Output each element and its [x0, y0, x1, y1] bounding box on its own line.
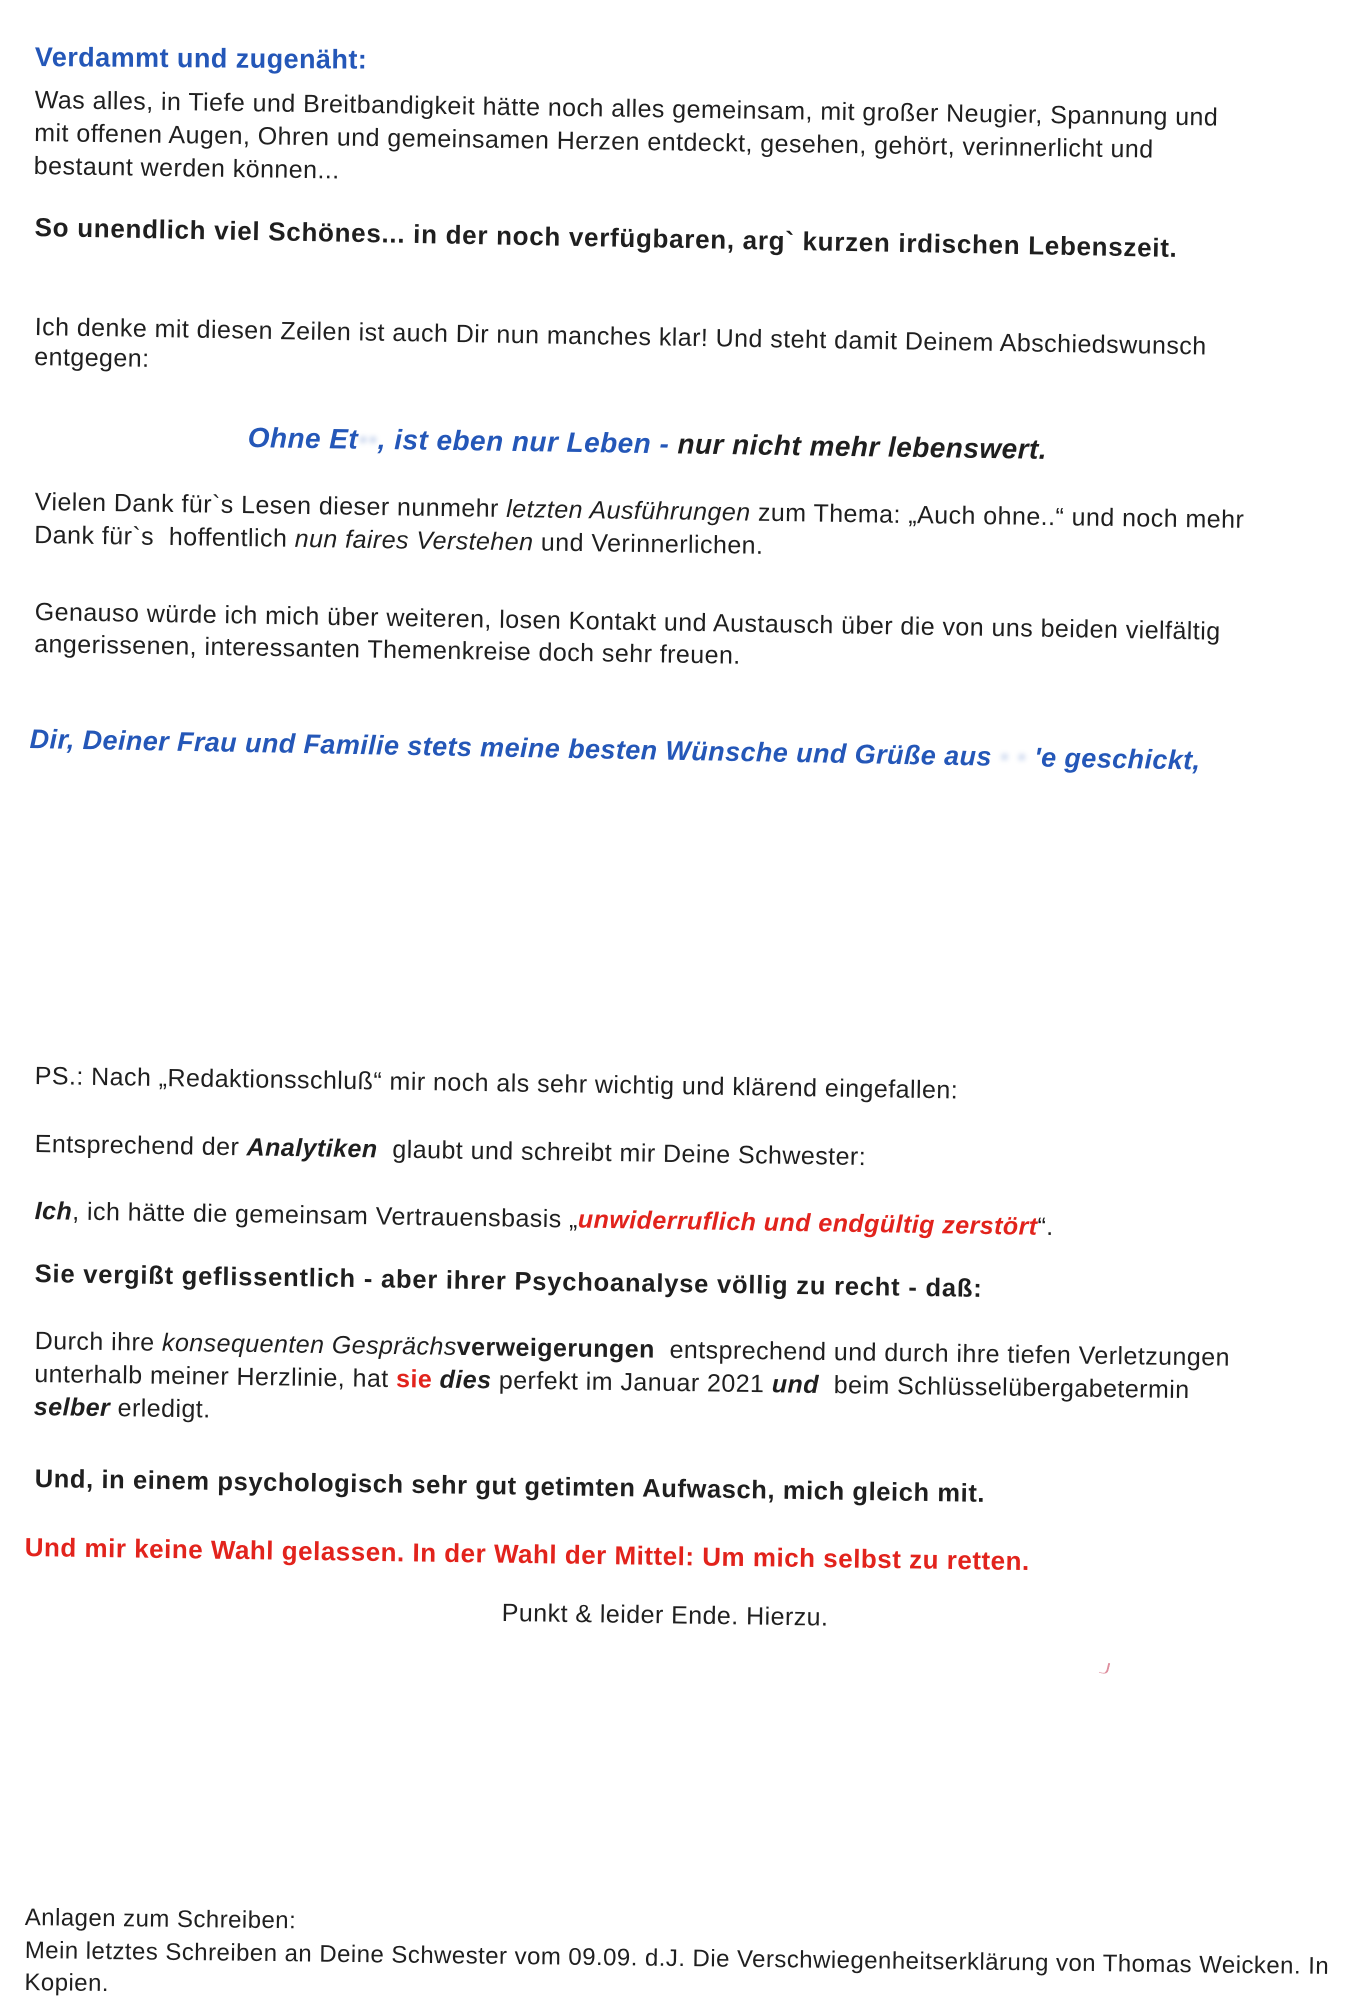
text-segment: Sie vergißt geflissentlich - aber ihrer Psychoanalyse völlig zu recht - daß: — [34, 1259, 983, 1303]
text-segment: dies — [439, 1365, 492, 1395]
text-segment: verweigerungen — [456, 1332, 655, 1364]
text-segment: letzten Ausführungen — [506, 494, 751, 527]
text-segment: Entsprechend der — [34, 1129, 247, 1162]
text-segment: , ich hätte die gemeinsam Vertrauensbasis „ — [72, 1197, 579, 1234]
para-durch-ihre — [34, 1325, 1357, 1442]
para-entsprechend — [34, 1128, 866, 1174]
text-segment: · · — [999, 741, 1027, 773]
line-gruesse — [29, 722, 1200, 779]
text-segment: perfekt im Januar 2021 — [491, 1366, 773, 1399]
text-segment: PS.: Nach „Redaktionsschluß“ mir noch als sehr wichtig und klärend eingefallen: — [34, 1061, 959, 1105]
para-ps — [34, 1060, 958, 1108]
text-segment: beim Schlüsselübergabetermin — [818, 1370, 1190, 1405]
text-segment: sie — [395, 1365, 433, 1394]
para-anlagen-text — [24, 1935, 1363, 2015]
text-segment: , ist eben nur Leben - — [377, 423, 678, 460]
text-segment: “. — [1037, 1212, 1054, 1242]
text-segment: Anlagen zum Schreiben: — [24, 1903, 297, 1935]
text-segment: 'e geschickt, — [1026, 742, 1201, 776]
text-segment: Ohne Et — [247, 421, 359, 455]
para-vertrauensbasis — [34, 1195, 1053, 1244]
text-segment: Dir, Deiner Frau und Familie stets meine besten Wünsche und Grüße aus — [29, 723, 1001, 772]
para-ich-denke — [34, 312, 1355, 394]
text-segment: konsequenten Gesprächs — [161, 1328, 457, 1361]
line-ohne-motto — [247, 420, 1047, 469]
text-segment: entsprechend und durch ihre tiefen Verletzungen unterhalb meiner Herzlinie, hat — [34, 1335, 1231, 1394]
para-was-alles — [34, 84, 1355, 203]
text-segment: Durch ihre — [34, 1326, 163, 1357]
para-vielen-dank — [34, 486, 1357, 572]
text-segment: ·· — [357, 423, 379, 455]
text-segment: Und, in einem psychologisch sehr gut getimten Aufwasch, mich gleich mit. — [34, 1464, 986, 1508]
para-anlagen-label — [25, 1902, 297, 1937]
text-segment: Verdammt und zugenäht: — [34, 41, 368, 75]
text-segment: So unendlich viel Schönes... in der noch verfügbaren, arg` kurzen irdischen Lebenszeit. — [34, 211, 1178, 263]
text-segment: zum Thema: „Auch ohne..“ und noch mehr Dank für`s hoffentlich — [34, 498, 1245, 553]
heading-verdammt — [35, 40, 368, 78]
text-segment: und Verinnerlichen. — [533, 528, 764, 560]
text-segment: erledigt. — [110, 1394, 211, 1424]
text-segment: Analytiken — [246, 1133, 378, 1164]
text-segment: Was alles, in Tiefe und Breitbandigkeit hätte noch alles gemeinsam, mit großer Neugier, Spannung und mit offenen Augen, Ohren und gemeinsamen Herzen entdeckt, gesehen, gehört, verinnerlicht und bestaunt werden können... — [33, 85, 1219, 185]
para-aufwasch — [34, 1463, 985, 1512]
line-keine-wahl — [25, 1530, 1030, 1578]
text-segment: Mein letztes Schreiben an Deine Schwester vom 09.09. d.J. Die Verschwiegenheitserklärung von Thomas Weicken. In Kopien. — [24, 1936, 1337, 1997]
text-segment: nun faires Verstehen — [294, 524, 534, 557]
text-segment: Genauso würde ich mich über weiteren, losen Kontakt und Austausch über die von uns beiden vielfältig angerissenen, interessanten Themenkreise doch sehr freuen. — [33, 597, 1221, 670]
text-segment: Ich — [34, 1196, 73, 1226]
text-segment: Vielen Dank für`s Lesen dieser nunmehr — [34, 487, 507, 523]
text-segment: unwiderruflich und endgültig zerstört — [577, 1205, 1038, 1241]
text-segment: Ich denke mit diesen Zeilen ist auch Dir nun manches klar! Und steht damit Deinem Abschiedswunsch entgegen: — [34, 312, 1207, 373]
para-sie-vergisst — [34, 1258, 982, 1307]
text-segment: selber — [33, 1392, 111, 1423]
text-segment: und — [771, 1370, 820, 1399]
line-punkt-ende — [502, 1597, 829, 1635]
para-genauso — [34, 596, 1355, 682]
scan-artifact-mark — [1099, 1661, 1111, 1675]
line-so-unendlich — [34, 210, 1177, 265]
text-segment: Und mir keine Wahl gelassen. In der Wahl der Mittel: Um mich selbst zu retten. — [24, 1531, 1030, 1577]
text-segment: Punkt & leider Ende. Hierzu. — [501, 1598, 829, 1632]
text-segment: nur nicht mehr lebenswert. — [677, 428, 1048, 465]
text-segment: glaubt und schreibt mir Deine Schwester: — [377, 1135, 867, 1172]
